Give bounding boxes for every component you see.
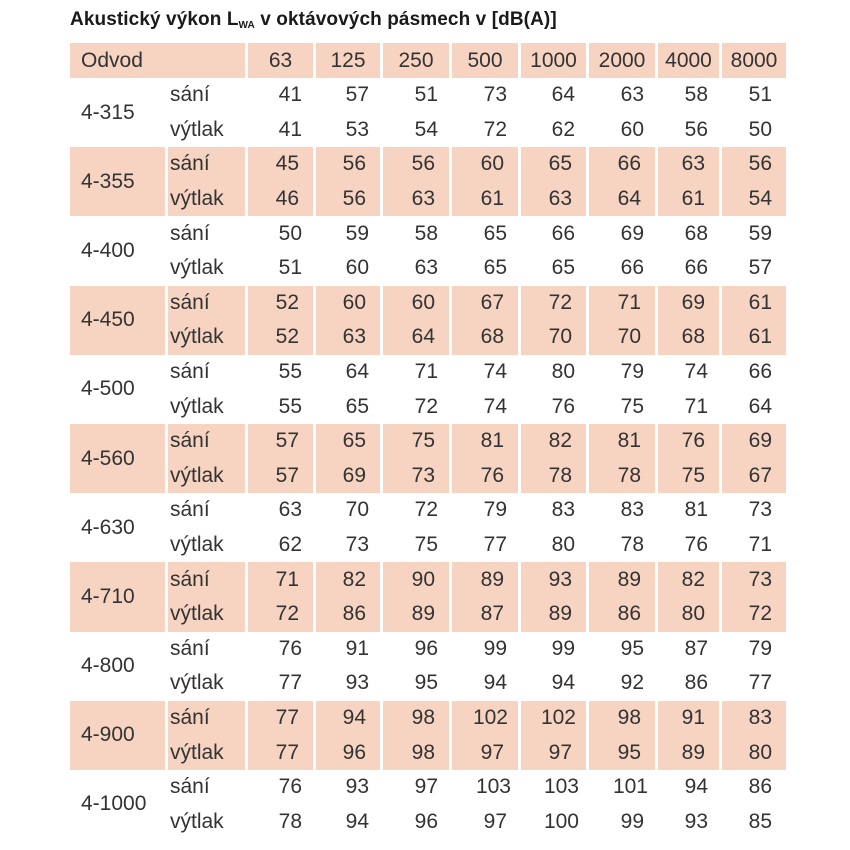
value-cell: 76 <box>452 459 521 494</box>
value-cell: 57 <box>345 83 369 107</box>
value-cell: 102 <box>452 701 521 736</box>
value-cell: 101 <box>612 775 648 799</box>
value-cell: 68 <box>684 221 708 245</box>
value-cell: 79 <box>620 360 644 384</box>
row-label-intake: sání <box>168 562 248 597</box>
value-cell: 68 <box>452 320 521 355</box>
value-cell: 96 <box>316 735 383 770</box>
value-cell: 83 <box>620 498 644 522</box>
value-cell: 56 <box>383 147 452 182</box>
value-cell: 71 <box>248 562 316 597</box>
table-row <box>70 770 786 805</box>
value-cell: 76 <box>551 394 575 418</box>
value-cell: 95 <box>589 735 658 770</box>
table-row <box>70 701 786 736</box>
table-row <box>70 493 786 528</box>
value-cell: 79 <box>748 636 772 660</box>
header-freq: 1000 <box>521 43 589 78</box>
table-row <box>70 459 786 494</box>
value-cell: 90 <box>383 562 452 597</box>
value-cell: 60 <box>345 256 369 280</box>
table-title <box>70 9 557 31</box>
row-label-outlet: výtlak <box>168 735 248 770</box>
value-cell: 57 <box>248 424 316 459</box>
value-cell: 72 <box>521 286 589 321</box>
table-row <box>70 735 786 770</box>
row-label-intake: sání <box>170 775 210 799</box>
value-cell: 82 <box>658 562 722 597</box>
table-row <box>70 251 786 286</box>
value-cell: 51 <box>414 83 438 107</box>
value-cell: 86 <box>589 597 658 632</box>
value-cell: 100 <box>543 809 579 833</box>
value-cell: 98 <box>589 701 658 736</box>
value-cell: 89 <box>589 562 658 597</box>
value-cell: 94 <box>483 671 507 695</box>
value-cell: 81 <box>589 424 658 459</box>
row-label-intake: sání <box>170 221 210 245</box>
value-cell: 86 <box>316 597 383 632</box>
value-cell: 70 <box>521 320 589 355</box>
model-cell: 4-315 <box>81 100 135 124</box>
row-label-outlet: výtlak <box>170 671 224 695</box>
table-row <box>70 424 786 459</box>
header-freq: 125 <box>316 43 383 78</box>
value-cell: 60 <box>620 117 644 141</box>
value-cell: 95 <box>620 636 644 660</box>
value-cell: 60 <box>316 286 383 321</box>
value-cell: 80 <box>551 360 575 384</box>
row-label-outlet: výtlak <box>170 533 224 557</box>
value-cell: 64 <box>345 360 369 384</box>
value-cell: 63 <box>383 182 452 217</box>
value-cell: 94 <box>684 775 708 799</box>
value-cell: 65 <box>345 394 369 418</box>
value-cell: 78 <box>620 533 644 557</box>
value-cell: 86 <box>684 671 708 695</box>
value-cell: 75 <box>658 459 722 494</box>
value-cell: 58 <box>684 83 708 107</box>
value-cell: 78 <box>278 809 302 833</box>
value-cell: 46 <box>248 182 316 217</box>
value-cell: 77 <box>248 735 316 770</box>
value-cell: 57 <box>748 256 772 280</box>
value-cell: 53 <box>345 117 369 141</box>
value-cell: 65 <box>316 424 383 459</box>
value-cell: 65 <box>483 221 507 245</box>
table-row <box>70 562 786 597</box>
value-cell: 72 <box>483 117 507 141</box>
table-body <box>70 78 786 839</box>
header-freq: 8000 <box>722 43 786 78</box>
model-cell: 4-450 <box>70 286 168 355</box>
value-cell: 54 <box>722 182 786 217</box>
value-cell: 66 <box>684 256 708 280</box>
table-row <box>70 355 786 390</box>
value-cell: 71 <box>589 286 658 321</box>
title-subscript: WA <box>238 20 255 31</box>
value-cell: 81 <box>684 498 708 522</box>
value-cell: 81 <box>452 424 521 459</box>
value-cell: 60 <box>383 286 452 321</box>
value-cell: 76 <box>658 424 722 459</box>
header-freq: 500 <box>452 43 521 78</box>
row-label-outlet: výtlak <box>168 597 248 632</box>
value-cell: 89 <box>452 562 521 597</box>
value-cell: 69 <box>620 221 644 245</box>
value-cell: 97 <box>452 735 521 770</box>
value-cell: 66 <box>748 360 772 384</box>
value-cell: 64 <box>748 394 772 418</box>
row-label-intake: sání <box>170 83 210 107</box>
value-cell: 93 <box>345 671 369 695</box>
value-cell: 71 <box>748 533 772 557</box>
value-cell: 56 <box>722 147 786 182</box>
value-cell: 55 <box>278 394 302 418</box>
table-row <box>70 147 786 182</box>
value-cell: 75 <box>414 533 438 557</box>
value-cell: 73 <box>748 498 772 522</box>
value-cell: 97 <box>483 809 507 833</box>
value-cell: 97 <box>521 735 589 770</box>
model-cell: 4-900 <box>70 701 168 770</box>
value-cell: 66 <box>620 256 644 280</box>
header-freq: 4000 <box>658 43 722 78</box>
row-label-outlet: výtlak <box>170 256 224 280</box>
title-suffix: v oktávových pásmech v [dB(A)] <box>254 9 557 30</box>
value-cell: 87 <box>684 636 708 660</box>
value-cell: 78 <box>521 459 589 494</box>
value-cell: 63 <box>316 320 383 355</box>
value-cell: 45 <box>248 147 316 182</box>
value-cell: 71 <box>684 394 708 418</box>
value-cell: 82 <box>521 424 589 459</box>
value-cell: 72 <box>414 394 438 418</box>
value-cell: 62 <box>278 533 302 557</box>
row-label-outlet: výtlak <box>170 809 224 833</box>
row-label-outlet: výtlak <box>170 117 224 141</box>
value-cell: 60 <box>452 147 521 182</box>
model-cell: 4-710 <box>70 562 168 631</box>
value-cell: 73 <box>722 562 786 597</box>
value-cell: 52 <box>248 286 316 321</box>
header-freq: 2000 <box>589 43 658 78</box>
value-cell: 99 <box>620 809 644 833</box>
value-cell: 83 <box>722 701 786 736</box>
model-cell: 4-1000 <box>81 792 147 816</box>
table-row <box>70 528 786 563</box>
value-cell: 51 <box>748 83 772 107</box>
row-label-outlet: výtlak <box>168 320 248 355</box>
value-cell: 69 <box>722 424 786 459</box>
model-cell: 4-500 <box>81 377 135 401</box>
row-label-outlet: výtlak <box>170 394 224 418</box>
value-cell: 64 <box>551 83 575 107</box>
value-cell: 76 <box>278 775 302 799</box>
row-label-outlet: výtlak <box>168 459 248 494</box>
value-cell: 91 <box>345 636 369 660</box>
value-cell: 65 <box>551 256 575 280</box>
value-cell: 98 <box>383 701 452 736</box>
value-cell: 80 <box>551 533 575 557</box>
value-cell: 78 <box>589 459 658 494</box>
value-cell: 82 <box>316 562 383 597</box>
value-cell: 96 <box>414 809 438 833</box>
value-cell: 67 <box>452 286 521 321</box>
value-cell: 96 <box>414 636 438 660</box>
sound-power-table <box>70 43 786 839</box>
value-cell: 94 <box>551 671 575 695</box>
model-cell: 4-800 <box>81 654 135 678</box>
value-cell: 64 <box>383 320 452 355</box>
value-cell: 63 <box>414 256 438 280</box>
value-cell: 73 <box>345 533 369 557</box>
value-cell: 63 <box>620 83 644 107</box>
header-freq: 63 <box>248 43 316 78</box>
value-cell: 67 <box>722 459 786 494</box>
value-cell: 93 <box>521 562 589 597</box>
value-cell: 51 <box>278 256 302 280</box>
value-cell: 71 <box>414 360 438 384</box>
value-cell: 41 <box>278 83 302 107</box>
value-cell: 73 <box>383 459 452 494</box>
value-cell: 61 <box>722 320 786 355</box>
row-label-intake: sání <box>170 636 210 660</box>
value-cell: 50 <box>748 117 772 141</box>
table-row <box>70 78 786 113</box>
header-odvod: Odvod <box>70 43 248 78</box>
value-cell: 89 <box>658 735 722 770</box>
value-cell: 63 <box>658 147 722 182</box>
value-cell: 97 <box>414 775 438 799</box>
value-cell: 89 <box>521 597 589 632</box>
value-cell: 59 <box>345 221 369 245</box>
value-cell: 65 <box>521 147 589 182</box>
header-row <box>70 43 786 78</box>
value-cell: 77 <box>278 671 302 695</box>
value-cell: 75 <box>620 394 644 418</box>
value-cell: 52 <box>248 320 316 355</box>
value-cell: 99 <box>483 636 507 660</box>
table-row <box>70 666 786 701</box>
table-row <box>70 286 786 321</box>
value-cell: 99 <box>551 636 575 660</box>
value-cell: 64 <box>589 182 658 217</box>
value-cell: 66 <box>589 147 658 182</box>
table-row <box>70 216 786 251</box>
value-cell: 61 <box>658 182 722 217</box>
row-label-intake: sání <box>168 701 248 736</box>
model-cell: 4-560 <box>70 424 168 493</box>
value-cell: 75 <box>383 424 452 459</box>
value-cell: 72 <box>722 597 786 632</box>
value-cell: 61 <box>722 286 786 321</box>
value-cell: 93 <box>345 775 369 799</box>
value-cell: 63 <box>521 182 589 217</box>
value-cell: 56 <box>684 117 708 141</box>
value-cell: 95 <box>414 671 438 695</box>
row-label-outlet: výtlak <box>168 182 248 217</box>
value-cell: 76 <box>278 636 302 660</box>
table-row <box>70 632 786 667</box>
value-cell: 65 <box>483 256 507 280</box>
value-cell: 91 <box>658 701 722 736</box>
value-cell: 94 <box>316 701 383 736</box>
value-cell: 93 <box>684 809 708 833</box>
value-cell: 85 <box>748 809 772 833</box>
table-row <box>70 597 786 632</box>
value-cell: 74 <box>684 360 708 384</box>
value-cell: 83 <box>551 498 575 522</box>
value-cell: 63 <box>278 498 302 522</box>
title-prefix: Akustický výkon L <box>70 9 239 30</box>
value-cell: 102 <box>521 701 589 736</box>
value-cell: 69 <box>316 459 383 494</box>
model-cell: 4-355 <box>70 147 168 216</box>
value-cell: 57 <box>248 459 316 494</box>
value-cell: 66 <box>551 221 575 245</box>
row-label-intake: sání <box>170 498 210 522</box>
model-cell: 4-630 <box>81 515 135 539</box>
value-cell: 77 <box>483 533 507 557</box>
value-cell: 54 <box>414 117 438 141</box>
table-row <box>70 389 786 424</box>
value-cell: 61 <box>452 182 521 217</box>
value-cell: 50 <box>278 221 302 245</box>
value-cell: 70 <box>345 498 369 522</box>
value-cell: 80 <box>658 597 722 632</box>
value-cell: 56 <box>316 147 383 182</box>
value-cell: 59 <box>748 221 772 245</box>
row-label-intake: sání <box>170 360 210 384</box>
value-cell: 103 <box>475 775 511 799</box>
value-cell: 41 <box>278 117 302 141</box>
value-cell: 98 <box>383 735 452 770</box>
value-cell: 76 <box>684 533 708 557</box>
table-row <box>70 320 786 355</box>
value-cell: 73 <box>483 83 507 107</box>
value-cell: 79 <box>483 498 507 522</box>
value-cell: 103 <box>543 775 579 799</box>
value-cell: 72 <box>248 597 316 632</box>
value-cell: 94 <box>345 809 369 833</box>
value-cell: 77 <box>748 671 772 695</box>
value-cell: 89 <box>383 597 452 632</box>
value-cell: 68 <box>658 320 722 355</box>
row-label-intake: sání <box>168 147 248 182</box>
value-cell: 77 <box>248 701 316 736</box>
value-cell: 58 <box>414 221 438 245</box>
model-cell: 4-400 <box>81 238 135 262</box>
table-row <box>70 182 786 217</box>
value-cell: 69 <box>658 286 722 321</box>
table-row <box>70 804 786 839</box>
value-cell: 56 <box>316 182 383 217</box>
value-cell: 92 <box>620 671 644 695</box>
table-row <box>70 113 786 148</box>
value-cell: 62 <box>551 117 575 141</box>
value-cell: 74 <box>483 360 507 384</box>
value-cell: 80 <box>722 735 786 770</box>
value-cell: 72 <box>414 498 438 522</box>
row-label-intake: sání <box>168 286 248 321</box>
value-cell: 74 <box>483 394 507 418</box>
header-freq: 250 <box>383 43 452 78</box>
value-cell: 55 <box>278 360 302 384</box>
value-cell: 86 <box>748 775 772 799</box>
value-cell: 70 <box>589 320 658 355</box>
row-label-intake: sání <box>168 424 248 459</box>
value-cell: 87 <box>452 597 521 632</box>
